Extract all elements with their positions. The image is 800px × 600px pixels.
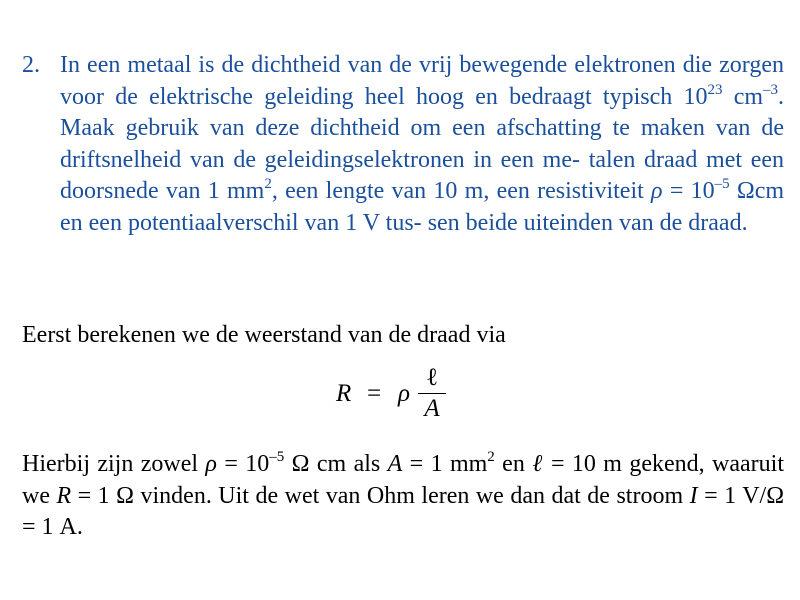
problem-line-1: In een metaal is de dichtheid van de vrij bewegende elektronen die: [60, 52, 713, 78]
problem-number: 2.: [22, 52, 40, 78]
rho-symbol: ρ: [205, 451, 217, 477]
problem-line-7: sen beide uiteinden van de draad.: [427, 209, 748, 236]
density-exponent: 23: [707, 81, 723, 98]
length-symbol: ℓ: [532, 451, 544, 477]
answer-text: = 1 Ω vinden. Uit de wet van Ohm leren we dan dat de: [71, 482, 610, 509]
density-unit: cm: [722, 83, 764, 110]
problem-line-5a: talen draad met een doorsnede van 1 mm: [60, 146, 785, 204]
answer-paragraph: [22, 449, 784, 544]
resistivity-exponent: –5: [269, 449, 285, 465]
problem-text: [60, 50, 784, 239]
resistance-formula: [336, 364, 456, 432]
problem-line-3-rest: . Maak gebruik van deze dichtheid om een afschatting te: [60, 83, 785, 141]
answer-text: = 1 V/Ω = 1 A.: [22, 482, 785, 540]
area-symbol: A: [387, 451, 403, 477]
problem-line-4: maken van de driftsnelheid van de geleidingselektronen in een me-: [60, 115, 785, 173]
answer-intro: Eerst berekenen we de weerstand van de draad via: [22, 322, 506, 348]
problem-line-6c: Ωcm en een potentiaalverschil van 1 V tus-: [60, 178, 785, 236]
area-exponent: 2: [487, 449, 495, 465]
answer-text: stroom: [616, 482, 690, 509]
problem-line-5b: , een lengte van 10 m,: [271, 178, 490, 204]
answer-text: = 10 m gekend,: [543, 451, 705, 477]
density-base: 10: [683, 83, 708, 110]
answer-text: waaruit we: [22, 451, 785, 509]
answer-text: Hierbij zijn zowel: [22, 451, 206, 477]
resistance-symbol: R: [56, 482, 72, 509]
area-exponent: 2: [264, 176, 272, 192]
answer-text: = 10: [216, 451, 270, 477]
problem-line-6a: een resistiviteit: [496, 178, 652, 204]
problem-line-6b: = 10: [662, 178, 715, 204]
fraction-bar: [418, 393, 446, 394]
answer-text: = 1 mm: [402, 451, 488, 477]
problem-statement: [22, 50, 784, 239]
formula-rho: ρ: [398, 380, 410, 407]
density-unit-exponent: –3: [763, 81, 779, 98]
rho-symbol: ρ: [651, 178, 663, 204]
problem-line-2: zorgen voor de elektrische geleiding heel hoog en bedraagt typisch: [60, 52, 785, 110]
formula-denominator: A: [424, 395, 440, 423]
formula-fraction: [418, 364, 446, 423]
answer-text: en: [494, 451, 533, 477]
formula-equals: =: [367, 380, 382, 407]
current-symbol: I: [689, 482, 698, 509]
formula-numerator: ℓ: [426, 364, 438, 391]
resistivity-exponent: –5: [714, 176, 730, 192]
answer-text: Ω cm als: [284, 451, 388, 477]
formula-lhs: R: [336, 380, 352, 407]
